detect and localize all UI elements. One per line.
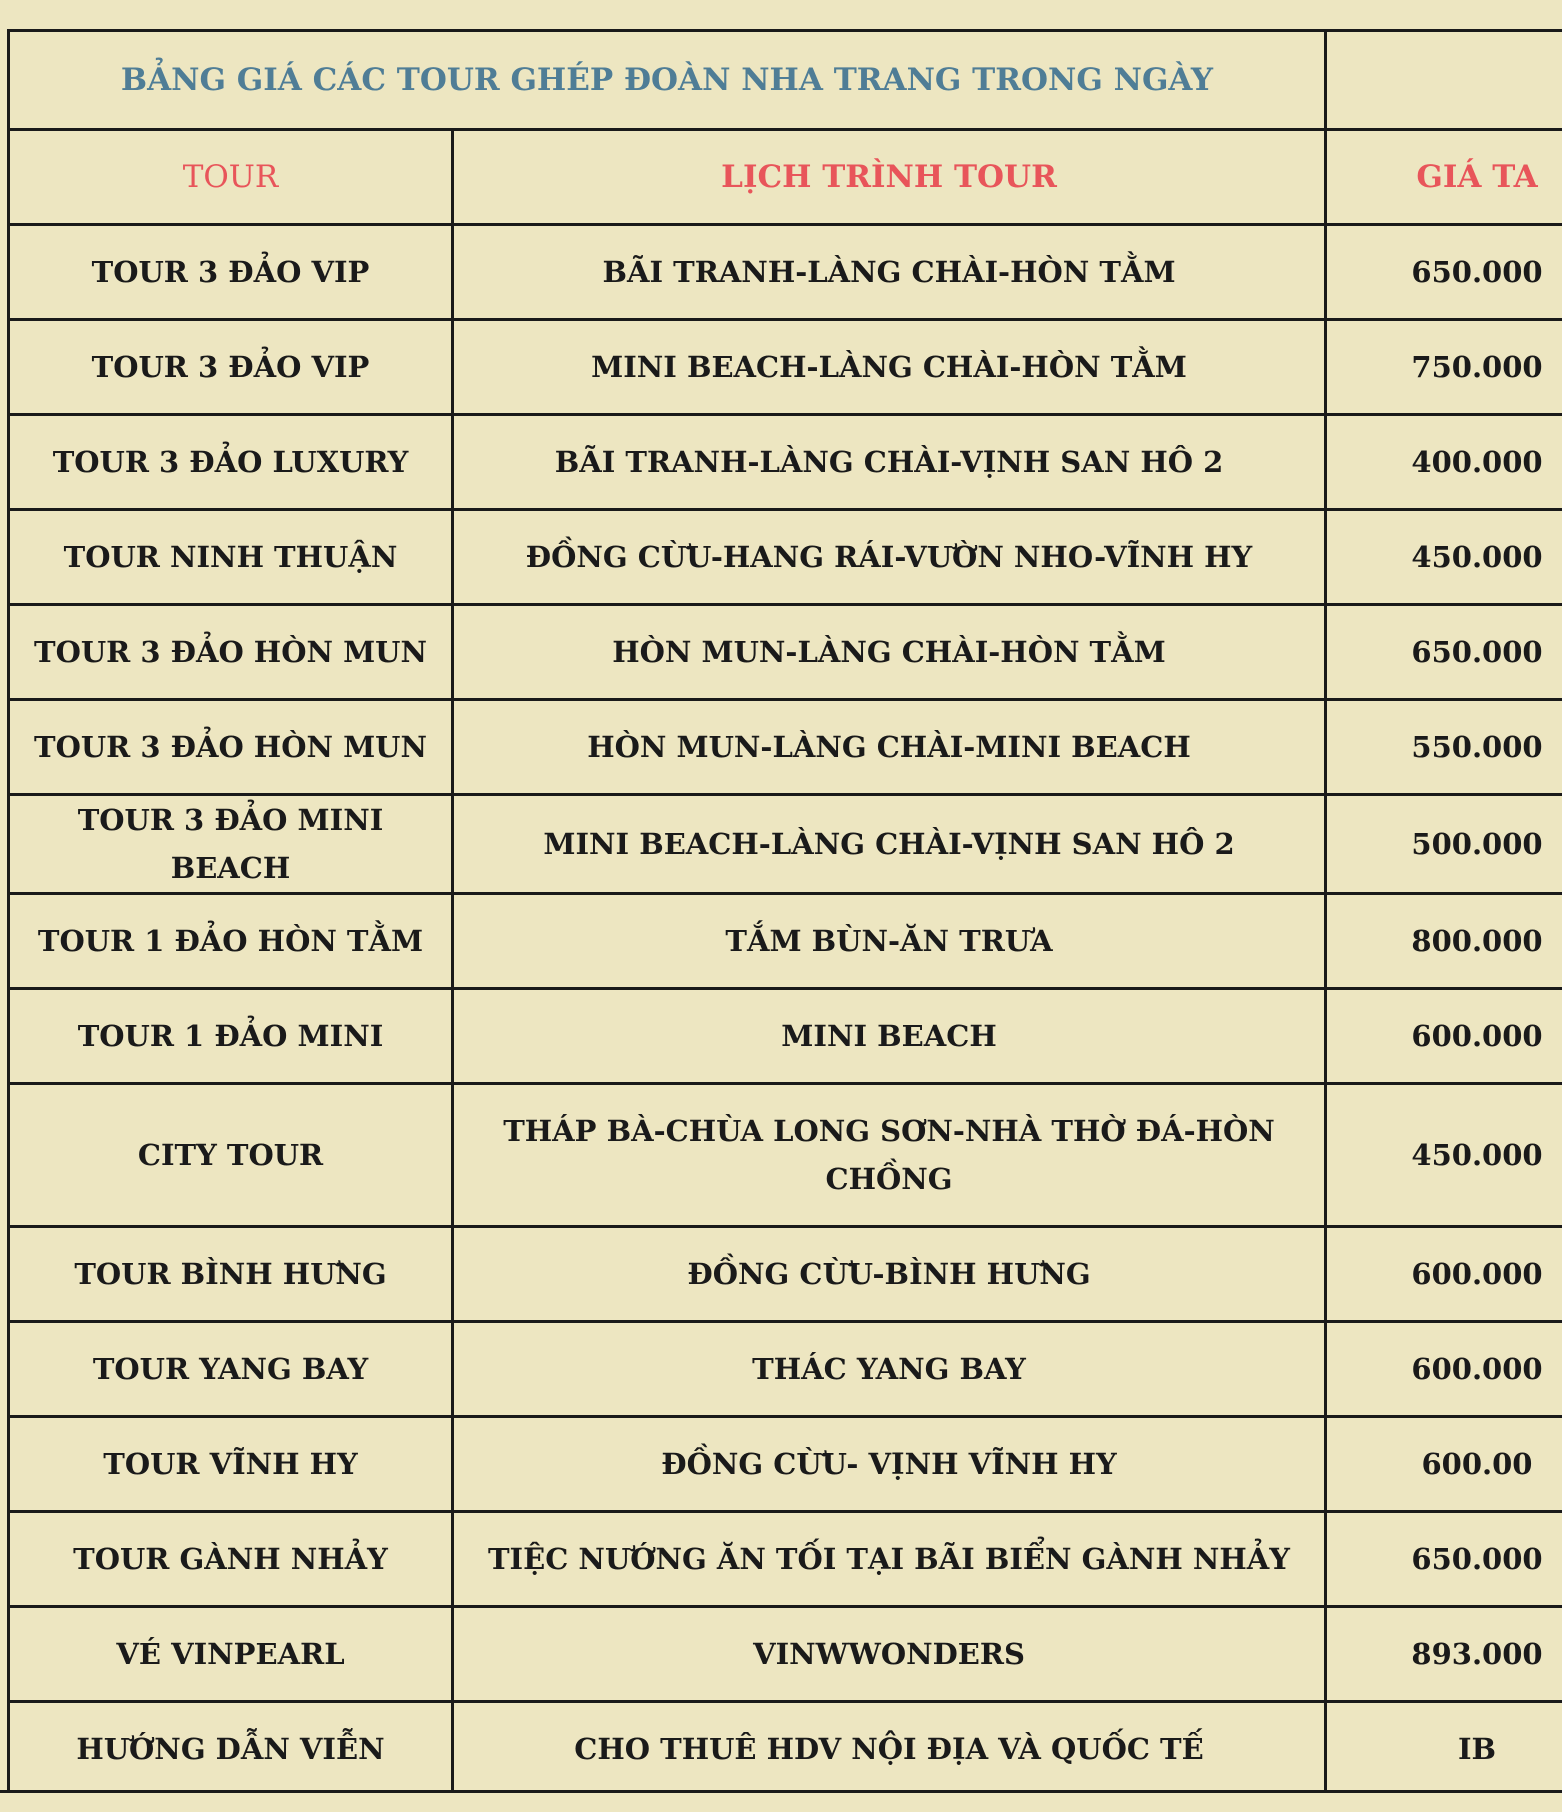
schedule-cell: HÒN MUN-LÀNG CHÀI-HÒN TẰM [453, 605, 1326, 700]
schedule-cell: VINWWONDERS [453, 1607, 1326, 1702]
table-row [9, 1084, 1562, 1227]
price-cell: 600.000 [1326, 989, 1562, 1084]
tour-name-cell: TOUR GÀNH NHẢY [9, 1512, 453, 1607]
tour-name-cell: TOUR 3 ĐẢO VIP [9, 225, 453, 320]
price-cell: 893.000 [1326, 1607, 1562, 1702]
tour-name-cell: TOUR VĨNH HY [9, 1417, 453, 1512]
table-row [9, 510, 1562, 605]
schedule-cell: ĐỒNG CỪU- VỊNH VĨNH HY [453, 1417, 1326, 1512]
tour-price-table [7, 29, 1562, 1798]
price-cell: 650.000 [1326, 605, 1562, 700]
price-cell: 600.000 [1326, 1322, 1562, 1417]
table-row [9, 1417, 1562, 1512]
price-cell: 650.000 [1326, 1512, 1562, 1607]
tour-name-cell: TOUR 3 ĐẢO MINI BEACH [9, 795, 453, 894]
price-cell: 600.000 [1326, 1227, 1562, 1322]
tour-name-cell: TOUR BÌNH HƯNG [9, 1227, 453, 1322]
table-row [9, 989, 1562, 1084]
schedule-cell: BÃI TRANH-LÀNG CHÀI-HÒN TẰM [453, 225, 1326, 320]
header-schedule: LỊCH TRÌNH TOUR [453, 130, 1326, 225]
tour-name-cell: TOUR 3 ĐẢO HÒN MUN [9, 605, 453, 700]
table-row [9, 225, 1562, 320]
price-cell: 500.000 [1326, 795, 1562, 894]
table-row [9, 1702, 1562, 1797]
table-row [9, 795, 1562, 894]
price-cell: 800.000 [1326, 894, 1562, 989]
table-body [9, 225, 1562, 1797]
schedule-cell: THÁC YANG BAY [453, 1322, 1326, 1417]
table-row [9, 1607, 1562, 1702]
schedule-cell: CHO THUÊ HDV NỘI ĐỊA VÀ QUỐC TẾ [453, 1702, 1326, 1797]
schedule-cell: ĐỒNG CỪU-BÌNH HƯNG [453, 1227, 1326, 1322]
table-row [9, 605, 1562, 700]
price-cell: 750.000 [1326, 320, 1562, 415]
schedule-cell: TẮM BÙN-ĂN TRƯA [453, 894, 1326, 989]
table-row [9, 1512, 1562, 1607]
tour-name-cell: TOUR NINH THUẬN [9, 510, 453, 605]
table-row [9, 1227, 1562, 1322]
table-row [9, 700, 1562, 795]
tour-name-cell: HƯỚNG DẪN VIỄN [9, 1702, 453, 1797]
table-row [9, 320, 1562, 415]
table-row [9, 894, 1562, 989]
tour-name-cell: TOUR 3 ĐẢO HÒN MUN [9, 700, 453, 795]
tour-name-cell: TOUR 3 ĐẢO VIP [9, 320, 453, 415]
schedule-cell: HÒN MUN-LÀNG CHÀI-MINI BEACH [453, 700, 1326, 795]
tour-name-cell: CITY TOUR [9, 1084, 453, 1227]
schedule-cell: BÃI TRANH-LÀNG CHÀI-VỊNH SAN HÔ 2 [453, 415, 1326, 510]
schedule-cell: ĐỒNG CỪU-HANG RÁI-VƯỜN NHO-VĨNH HY [453, 510, 1326, 605]
title-row [9, 31, 1562, 130]
title-empty-cell [1326, 31, 1562, 130]
table-row [9, 415, 1562, 510]
header-tour: TOUR [9, 130, 453, 225]
header-row [9, 130, 1562, 225]
tour-name-cell: TOUR YANG BAY [9, 1322, 453, 1417]
table-title: BẢNG GIÁ CÁC TOUR GHÉP ĐOÀN NHA TRANG TRONG NGÀY [9, 31, 1326, 130]
schedule-cell: TIỆC NƯỚNG ĂN TỐI TẠI BÃI BIỂN GÀNH NHẢY [453, 1512, 1326, 1607]
schedule-cell: MINI BEACH [453, 989, 1326, 1084]
tour-name-cell: TOUR 1 ĐẢO MINI [9, 989, 453, 1084]
table-row [9, 1322, 1562, 1417]
price-cell: IB [1326, 1702, 1562, 1797]
bottom-margin [0, 1790, 1562, 1812]
schedule-cell: MINI BEACH-LÀNG CHÀI-HÒN TẰM [453, 320, 1326, 415]
tour-name-cell: TOUR 1 ĐẢO HÒN TẰM [9, 894, 453, 989]
top-margin [0, 0, 1562, 29]
price-cell: 450.000 [1326, 510, 1562, 605]
schedule-cell: MINI BEACH-LÀNG CHÀI-VỊNH SAN HÔ 2 [453, 795, 1326, 894]
price-cell: 450.000 [1326, 1084, 1562, 1227]
price-cell: 600.00 [1326, 1417, 1562, 1512]
header-price: GIÁ TA [1326, 130, 1562, 225]
tour-name-cell: VÉ VINPEARL [9, 1607, 453, 1702]
price-cell: 400.000 [1326, 415, 1562, 510]
schedule-cell: THÁP BÀ-CHÙA LONG SƠN-NHÀ THỜ ĐÁ-HÒN CHỒNG [453, 1084, 1326, 1227]
price-cell: 550.000 [1326, 700, 1562, 795]
tour-name-cell: TOUR 3 ĐẢO LUXURY [9, 415, 453, 510]
price-cell: 650.000 [1326, 225, 1562, 320]
